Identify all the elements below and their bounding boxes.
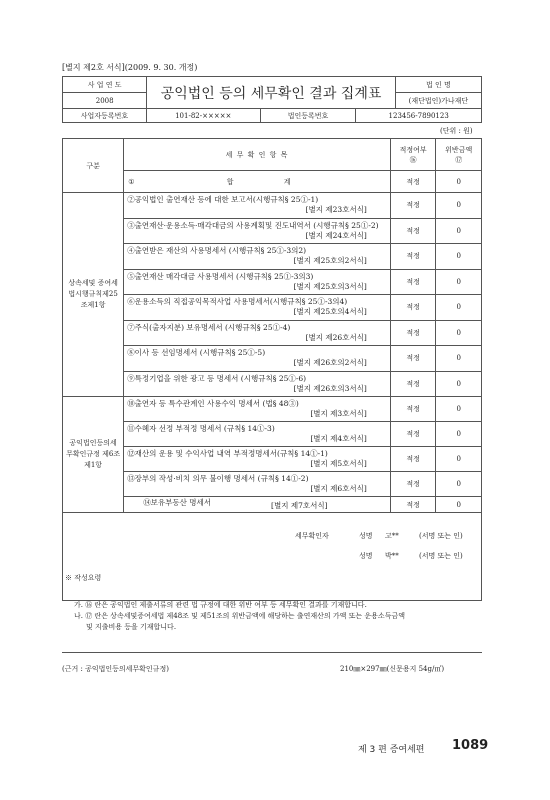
item-cell — [124, 371, 391, 397]
table-row — [63, 497, 482, 513]
compliance-cell: 적정 — [390, 371, 436, 397]
item-form-ref: [별지 제7호서식] — [271, 501, 328, 510]
group1-label: 상속세및 증여세법시행규칙제25조제1항 — [63, 193, 124, 397]
amount-cell: 0 — [436, 218, 482, 244]
amount-cell: 0 — [436, 371, 482, 397]
item-form-ref: [별지 제23호서식] — [305, 205, 367, 215]
page-number: 1089 — [452, 738, 489, 753]
note-item-1: 가. ⑯ 란은 공익법인 제출서류의 관련 법 규정에 대한 위반 여부 등 세무확인 결과를 기재합니다. — [74, 601, 367, 609]
total-amount: 0 — [436, 171, 482, 193]
item-form-ref: [별지 제5호서식] — [310, 459, 367, 468]
amount-cell: 0 — [436, 346, 482, 372]
table-row — [63, 472, 482, 497]
violation-header-label: 위반금액 — [445, 145, 473, 154]
signer-name-label-2: 성명 — [359, 552, 373, 560]
table-row — [63, 397, 482, 422]
compliance-cell: 적정 — [390, 472, 436, 497]
table-row — [63, 269, 482, 295]
item-description: ③출연재산·운용소득·매각대금의 사용계획및 진도내역서 (시행규칙§ 25①-2) — [127, 220, 379, 230]
total-row — [63, 171, 482, 193]
corp-name-label: 법 인 명 — [395, 77, 481, 93]
compliance-cell: 적정 — [390, 497, 436, 513]
compliance-header — [390, 139, 436, 171]
item-form-ref: [별지 제3호서식] — [310, 409, 367, 418]
item-description: ⑨특정기업을 위한 광고 등 명세서 (시행규칙§ 25①-6) — [127, 373, 307, 383]
compliance-header-label: 적정여부 — [399, 145, 427, 154]
item-form-ref: [별지 제4호서식] — [310, 434, 367, 443]
table-row — [63, 244, 482, 270]
paper-spec: 210㎜×297㎜(신문용지 54g/㎡) — [340, 665, 445, 673]
compliance-cell: 적정 — [390, 218, 436, 244]
item-cell — [124, 218, 391, 244]
check-table — [62, 138, 482, 601]
header-table — [62, 76, 482, 109]
item-description: ⑩출연자 등 특수관계인 사용수익 명세서 (법§ 48③) — [127, 399, 299, 408]
amount-cell: 0 — [436, 244, 482, 270]
compliance-cell: 적정 — [390, 269, 436, 295]
biz-no-value: 101-82-××××× — [146, 109, 260, 123]
amount-cell: 0 — [436, 397, 482, 422]
item-description: ⑪수혜자 선정 부적정 명세서 (규칙§ 14①-3) — [127, 424, 275, 433]
total-no: ① — [128, 177, 135, 186]
table-row — [63, 218, 482, 244]
compliance-cell: 적정 — [390, 346, 436, 372]
item-description: ⑬장부의 작성·비치 의무 불이행 명세서 (규칙§ 14①-2) — [127, 474, 309, 483]
item-description: ⑦주식(출자지분) 보유명세서 (시행규칙§ 25①-4) — [127, 322, 291, 332]
total-label-cell — [124, 171, 391, 193]
item-form-ref: [별지 제24호서식] — [305, 230, 367, 240]
compliance-cell: 적정 — [390, 295, 436, 321]
item-form-ref: [별지 제25호의2서식] — [293, 256, 367, 266]
item-description: ⑭보유부동산 명세서 — [143, 498, 212, 507]
items-header: 세 무 확 인 항 목 — [124, 139, 391, 171]
compliance-cell: 적정 — [390, 244, 436, 270]
amount-cell: 0 — [436, 320, 482, 346]
form-reference: [별지 제2호 서식](2009. 9. 30. 개정) — [62, 63, 198, 72]
amount-cell: 0 — [436, 497, 482, 513]
amount-cell: 0 — [436, 472, 482, 497]
group2-label: 공익법인등의세 무확인규정 제6조제1항 — [63, 397, 124, 513]
total-label-2: 계 — [283, 177, 291, 186]
table-row — [63, 371, 482, 397]
bottom-rule — [62, 652, 482, 653]
unit-label: (단위 : 원) — [440, 127, 473, 135]
reg-table — [62, 108, 482, 123]
item-cell — [124, 269, 391, 295]
item-cell — [124, 447, 391, 472]
item-cell — [124, 497, 391, 513]
violation-header — [436, 139, 482, 171]
table-row — [63, 320, 482, 346]
total-label: 합 — [226, 177, 234, 186]
item-description: ⑧이사 등 선임명세서 (시행규칙§ 25①-5) — [127, 348, 266, 358]
note-item-2b: 및 지출비용 등을 기재합니다. — [86, 623, 177, 631]
item-form-ref: [별지 제6호서식] — [310, 484, 367, 493]
corp-reg-value: 123456-7890123 — [356, 109, 482, 123]
signer-name-1: 고** — [385, 532, 399, 540]
amount-cell: 0 — [436, 295, 482, 321]
signer-role: 세무확인자 — [295, 532, 329, 540]
biz-no-label: 사업자등록번호 — [63, 109, 147, 123]
compliance-header-no: ⑯ — [409, 155, 417, 164]
signer-name-2: 박** — [385, 552, 399, 560]
group-header: 구분 — [63, 139, 124, 193]
item-description: ⑤출연재산 매각대금 사용명세서 (시행규칙§ 25①-3의3) — [127, 271, 314, 281]
item-description: ②공익법인 출연재산 등에 대한 보고서(시행규칙§ 25①-1) — [127, 195, 319, 205]
item-form-ref: [별지 제26호서식] — [305, 332, 367, 342]
item-form-ref: [별지 제25호의4서식] — [293, 307, 367, 317]
basis-note: (근거 : 공익법인등의세무확인규정) — [62, 665, 169, 673]
table-row — [63, 447, 482, 472]
item-form-ref: [별지 제26호의2서식] — [293, 358, 367, 368]
compliance-cell: 적정 — [390, 422, 436, 447]
notes-heading: ※ 작성요령 — [65, 574, 102, 582]
total-compliance: 적정 — [390, 171, 436, 193]
corp-reg-label: 법인등록번호 — [260, 109, 356, 123]
item-cell — [124, 397, 391, 422]
compliance-cell: 적정 — [390, 397, 436, 422]
item-cell — [124, 320, 391, 346]
signer-name-label-1: 성명 — [359, 532, 373, 540]
item-form-ref: [별지 제26호의3서식] — [293, 383, 367, 393]
table-row — [63, 346, 482, 372]
corp-name-value: (재단법인)가나재단 — [395, 93, 481, 109]
item-cell — [124, 244, 391, 270]
amount-cell: 0 — [436, 422, 482, 447]
item-cell — [124, 193, 391, 219]
signature-placeholder-2: (서명 또는 인) — [419, 552, 463, 560]
table-row — [63, 295, 482, 321]
table-row — [63, 193, 482, 219]
page-title: 공익법인 등의 세무확인 결과 집계표 — [147, 77, 396, 109]
signature-placeholder-1: (서명 또는 인) — [419, 532, 463, 540]
amount-cell: 0 — [436, 269, 482, 295]
item-cell — [124, 472, 391, 497]
signature-row — [63, 513, 482, 601]
item-cell — [124, 295, 391, 321]
item-cell — [124, 422, 391, 447]
item-description: ⑫재산의 운용 및 수익사업 내역 부적정명세서(규칙§ 14①-1) — [127, 449, 328, 458]
year-value: 2008 — [63, 93, 147, 109]
compliance-cell: 적정 — [390, 193, 436, 219]
item-description: ⑥운용소득의 직접공익목적사업 사용명세서(시행규칙§ 25①-3의4) — [127, 297, 348, 307]
amount-cell: 0 — [436, 447, 482, 472]
table-row — [63, 422, 482, 447]
page-section-label: 제 3 편 증여세편 — [358, 745, 425, 755]
notes-block — [74, 600, 480, 633]
compliance-cell: 적정 — [390, 320, 436, 346]
year-label: 사 업 연 도 — [63, 77, 147, 93]
violation-header-no: ⑰ — [455, 155, 463, 164]
item-cell — [124, 346, 391, 372]
amount-cell: 0 — [436, 193, 482, 219]
signature-cell — [63, 513, 482, 601]
item-form-ref: [별지 제25호의3서식] — [293, 281, 367, 291]
item-description: ④출연받은 재산의 사용명세서 (시행규칙§ 25①-3의2) — [127, 246, 307, 256]
compliance-cell: 적정 — [390, 447, 436, 472]
note-item-2a: 나. ⑰ 란은 상속세및증여세법 제48조 및 제51조의 위반금액에 해당하는 출연재산의 가액 또는 운용소득금액 — [74, 612, 405, 620]
